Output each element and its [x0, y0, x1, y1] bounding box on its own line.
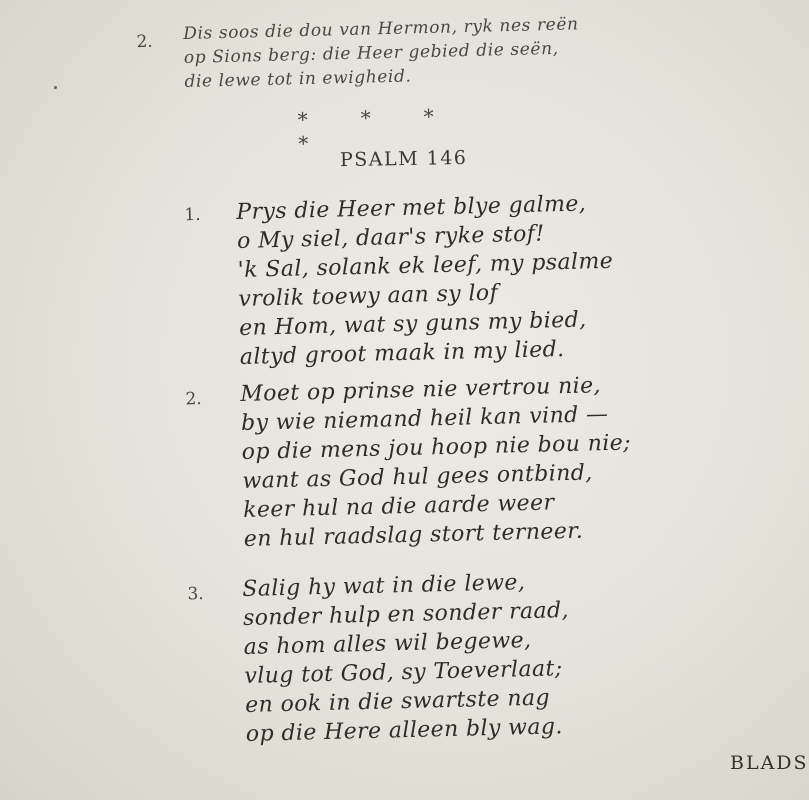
verse-1 [184, 189, 616, 372]
verse-line: want as God hul gees ontbind, [242, 460, 593, 494]
verse-line: op die Here alleen bly wag. [245, 714, 564, 747]
stanza-line: Dis soos die dou van Hermon, ryk nes reën [183, 14, 579, 44]
verse-line: en Hom, wat sy guns my bied, [238, 307, 587, 341]
verse-line: en ook in die swartste nag [244, 685, 551, 718]
verse-3 [187, 567, 572, 749]
verse-line: by wie niemand heil kan vind — [240, 402, 609, 436]
verse-line: sonder hulp en sonder raad, [242, 598, 570, 631]
verse-number: 3. [187, 583, 204, 605]
separator-star: * [298, 131, 309, 156]
verse-line: vlug tot God, sy Toeverlaat; [244, 656, 563, 689]
stanza-line: die lewe tot in ewigheid. [184, 66, 412, 92]
verse-line: o My siel, daar's ryke stof! [236, 221, 545, 254]
verse-line: 'k Sal, solank ek leef, my psalme [237, 248, 614, 283]
verse-line: Moet op prinse nie vertrou nie, [240, 373, 602, 407]
separator-star: * [297, 107, 309, 132]
verse-2 [185, 370, 633, 553]
verse-line: keer hul na die aarde weer [242, 490, 555, 523]
verse-line: Salig hy wat in die lewe, [242, 570, 526, 602]
paper-speck [54, 86, 57, 89]
verse-line: vrolik toewy aan sy lof [238, 280, 499, 312]
separator-star: * [423, 104, 434, 129]
page-footer-word: BLADS [730, 752, 809, 774]
verse-number: 1. [184, 204, 201, 226]
verse-line: en hul raadslag stort terneer. [243, 518, 584, 552]
verse-line: as hom alles wil begewe, [243, 627, 532, 660]
psalm-title: PSALM 146 [339, 146, 468, 172]
verse-line: Prys die Heer met blye galme, [236, 191, 587, 225]
verse-number: 2. [185, 388, 202, 410]
stanza-number: 2. [136, 31, 153, 53]
verse-line: op die mens jou hoop nie bou nie; [241, 430, 632, 465]
stanza-line: op Sions berg: die Heer gebied die seën, [183, 38, 559, 68]
previous-psalm-stanza [136, 12, 580, 94]
separator-star: * [360, 105, 372, 131]
verse-line: altyd groot maak in my lied. [239, 337, 565, 370]
